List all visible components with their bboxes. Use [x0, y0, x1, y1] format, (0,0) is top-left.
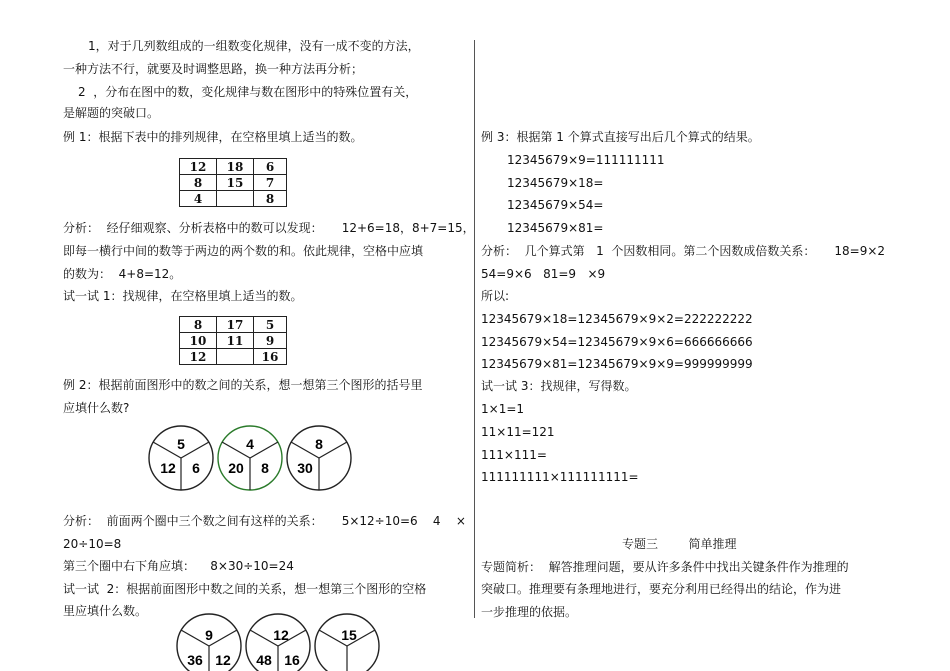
result-line: 12345679×18=12345679×9×2=222222222 [481, 312, 753, 326]
example-2-title-a: 例 2：根据前面图形中的数之间的关系，想一想第三个图形的括号里 [63, 378, 423, 392]
equation-line: 12345679×9=111111111 [507, 153, 665, 167]
table-cell: 16 [254, 349, 287, 365]
circle-right-number: 16 [284, 652, 300, 668]
table-cell: 12 [180, 159, 217, 175]
circle-figure [246, 614, 310, 671]
table-cell: 4 [180, 191, 217, 207]
topic-intro-c: 一步推理的依据。 [481, 605, 578, 619]
table-cell: 15 [217, 175, 254, 191]
example-1-analysis-b: 即每一横行中间的数等于两边的两个数的和。依此规律，空格中应填 [63, 244, 424, 258]
column-divider [474, 40, 475, 618]
circle-left-number: 12 [160, 460, 176, 476]
pattern-line: 11×11=121 [481, 425, 555, 439]
table-cell: 5 [254, 317, 287, 333]
table-cell: 8 [180, 317, 217, 333]
table-cell-blank [217, 191, 254, 207]
rule-1-line-b: 一种方法不行，就要及时调整思路，换一种方法再分析； [63, 62, 364, 76]
circle-figure [177, 614, 241, 671]
example-1-analysis-c: 的数为： 4+8=12。 [63, 267, 182, 281]
try-2-title-b: 里应填什么数。 [63, 604, 148, 618]
table-cell: 8 [180, 175, 217, 191]
circle-top-number: 15 [341, 627, 357, 643]
circle-top-number: 12 [273, 627, 289, 643]
pattern-line: 111111111×111111111= [481, 470, 639, 484]
table-cell: 18 [217, 159, 254, 175]
table-row [180, 191, 287, 207]
example-1-title: 例 1：根据下表中的排列规律，在空格里填上适当的数。 [63, 130, 363, 144]
table-cell: 10 [180, 333, 217, 349]
pattern-line: 111×111= [481, 448, 547, 462]
table-row [180, 159, 287, 175]
table-row [180, 317, 287, 333]
equation-line: 12345679×81= [507, 221, 604, 235]
rule-2-line-b: 是解题的突破口。 [63, 106, 160, 120]
example-2-title-b: 应填什么数? [63, 401, 130, 415]
table-row [180, 175, 287, 191]
equation-line: 12345679×54= [507, 198, 604, 212]
example-3-analysis-a: 分析： 几个算式第 1 个因数相同。第二个因数成倍数关系： 18=9×2 [481, 244, 886, 258]
example-3-analysis-b: 54=9×6 81=9 ×9 [481, 267, 606, 281]
topic-intro-b: 突破口。推理要有条理地进行，要充分利用已经得出的结论，作为进 [481, 582, 842, 596]
table-cell: 6 [254, 159, 287, 175]
result-line: 12345679×81=12345679×9×9=999999999 [481, 357, 753, 371]
example-2-analysis-a: 分析： 前面两个圈中三个数之间有这样的关系： 5×12÷10=6 4 × [63, 514, 466, 528]
table-row [180, 333, 287, 349]
topic-intro-a: 专题简析： 解答推理问题，要从许多条件中找出关键条件作为推理的 [481, 560, 849, 574]
try-2-title-a: 试一试 2：根据前面图形中数之间的关系，想一想第三个图形的空格 [63, 582, 427, 596]
circle-top-number: 5 [177, 436, 185, 452]
example-1-analysis-a: 分析： 经仔细观察、分析表格中的数可以发现： 12+6=18，8+7=15， [63, 221, 475, 235]
circle-figure [218, 426, 282, 490]
circle-left-number: 36 [187, 652, 203, 668]
table-cell: 11 [217, 333, 254, 349]
circle-figure [149, 426, 213, 490]
equation-line: 12345679×18= [507, 176, 604, 190]
table-cell: 8 [254, 191, 287, 207]
example-2-analysis-c: 第三个圈中右下角应填： 8×30÷10=24 [63, 559, 294, 573]
try-1-title: 试一试 1：找规律，在空格里填上适当的数。 [63, 289, 303, 303]
circle-right-number: 6 [192, 460, 200, 476]
try-3-title: 试一试 3：找规律，写得数。 [481, 379, 637, 393]
result-line: 12345679×54=12345679×9×6=666666666 [481, 335, 753, 349]
so-label: 所以: [481, 289, 510, 303]
example-3-title: 例 3：根据第 1 个算式直接写出后几个算式的结果。 [481, 130, 760, 144]
example-2-circles [148, 425, 354, 493]
try-1-table [179, 316, 287, 365]
pattern-line: 1×1=1 [481, 402, 525, 416]
circle-right-number: 8 [261, 460, 269, 476]
rule-2-line-a: 2 ，分布在图中的数，变化规律与数在图形中的特殊位置有关， [78, 85, 418, 99]
circle-top-number: 9 [205, 627, 213, 643]
table-row [180, 349, 287, 365]
table-cell: 7 [254, 175, 287, 191]
circle-left-number: 48 [256, 652, 272, 668]
table-cell: 12 [180, 349, 217, 365]
circle-right-number: 12 [215, 652, 231, 668]
example-1-table [179, 158, 287, 207]
circle-top-number: 4 [246, 436, 254, 452]
table-cell: 17 [217, 317, 254, 333]
circle-figure [315, 614, 379, 671]
table-cell: 9 [254, 333, 287, 349]
example-2-analysis-b: 20÷10=8 [63, 537, 122, 551]
rule-1-line-a: 1，对于几列数组成的一组数变化规律，没有一成不变的方法， [88, 39, 420, 53]
circle-left-number: 20 [228, 460, 244, 476]
circle-top-number: 8 [315, 436, 323, 452]
table-cell-blank [217, 349, 254, 365]
topic-heading: 专题三 简单推理 [622, 537, 737, 551]
try-2-circles [176, 613, 382, 671]
circle-figure [287, 426, 351, 490]
circle-left-number: 30 [297, 460, 313, 476]
